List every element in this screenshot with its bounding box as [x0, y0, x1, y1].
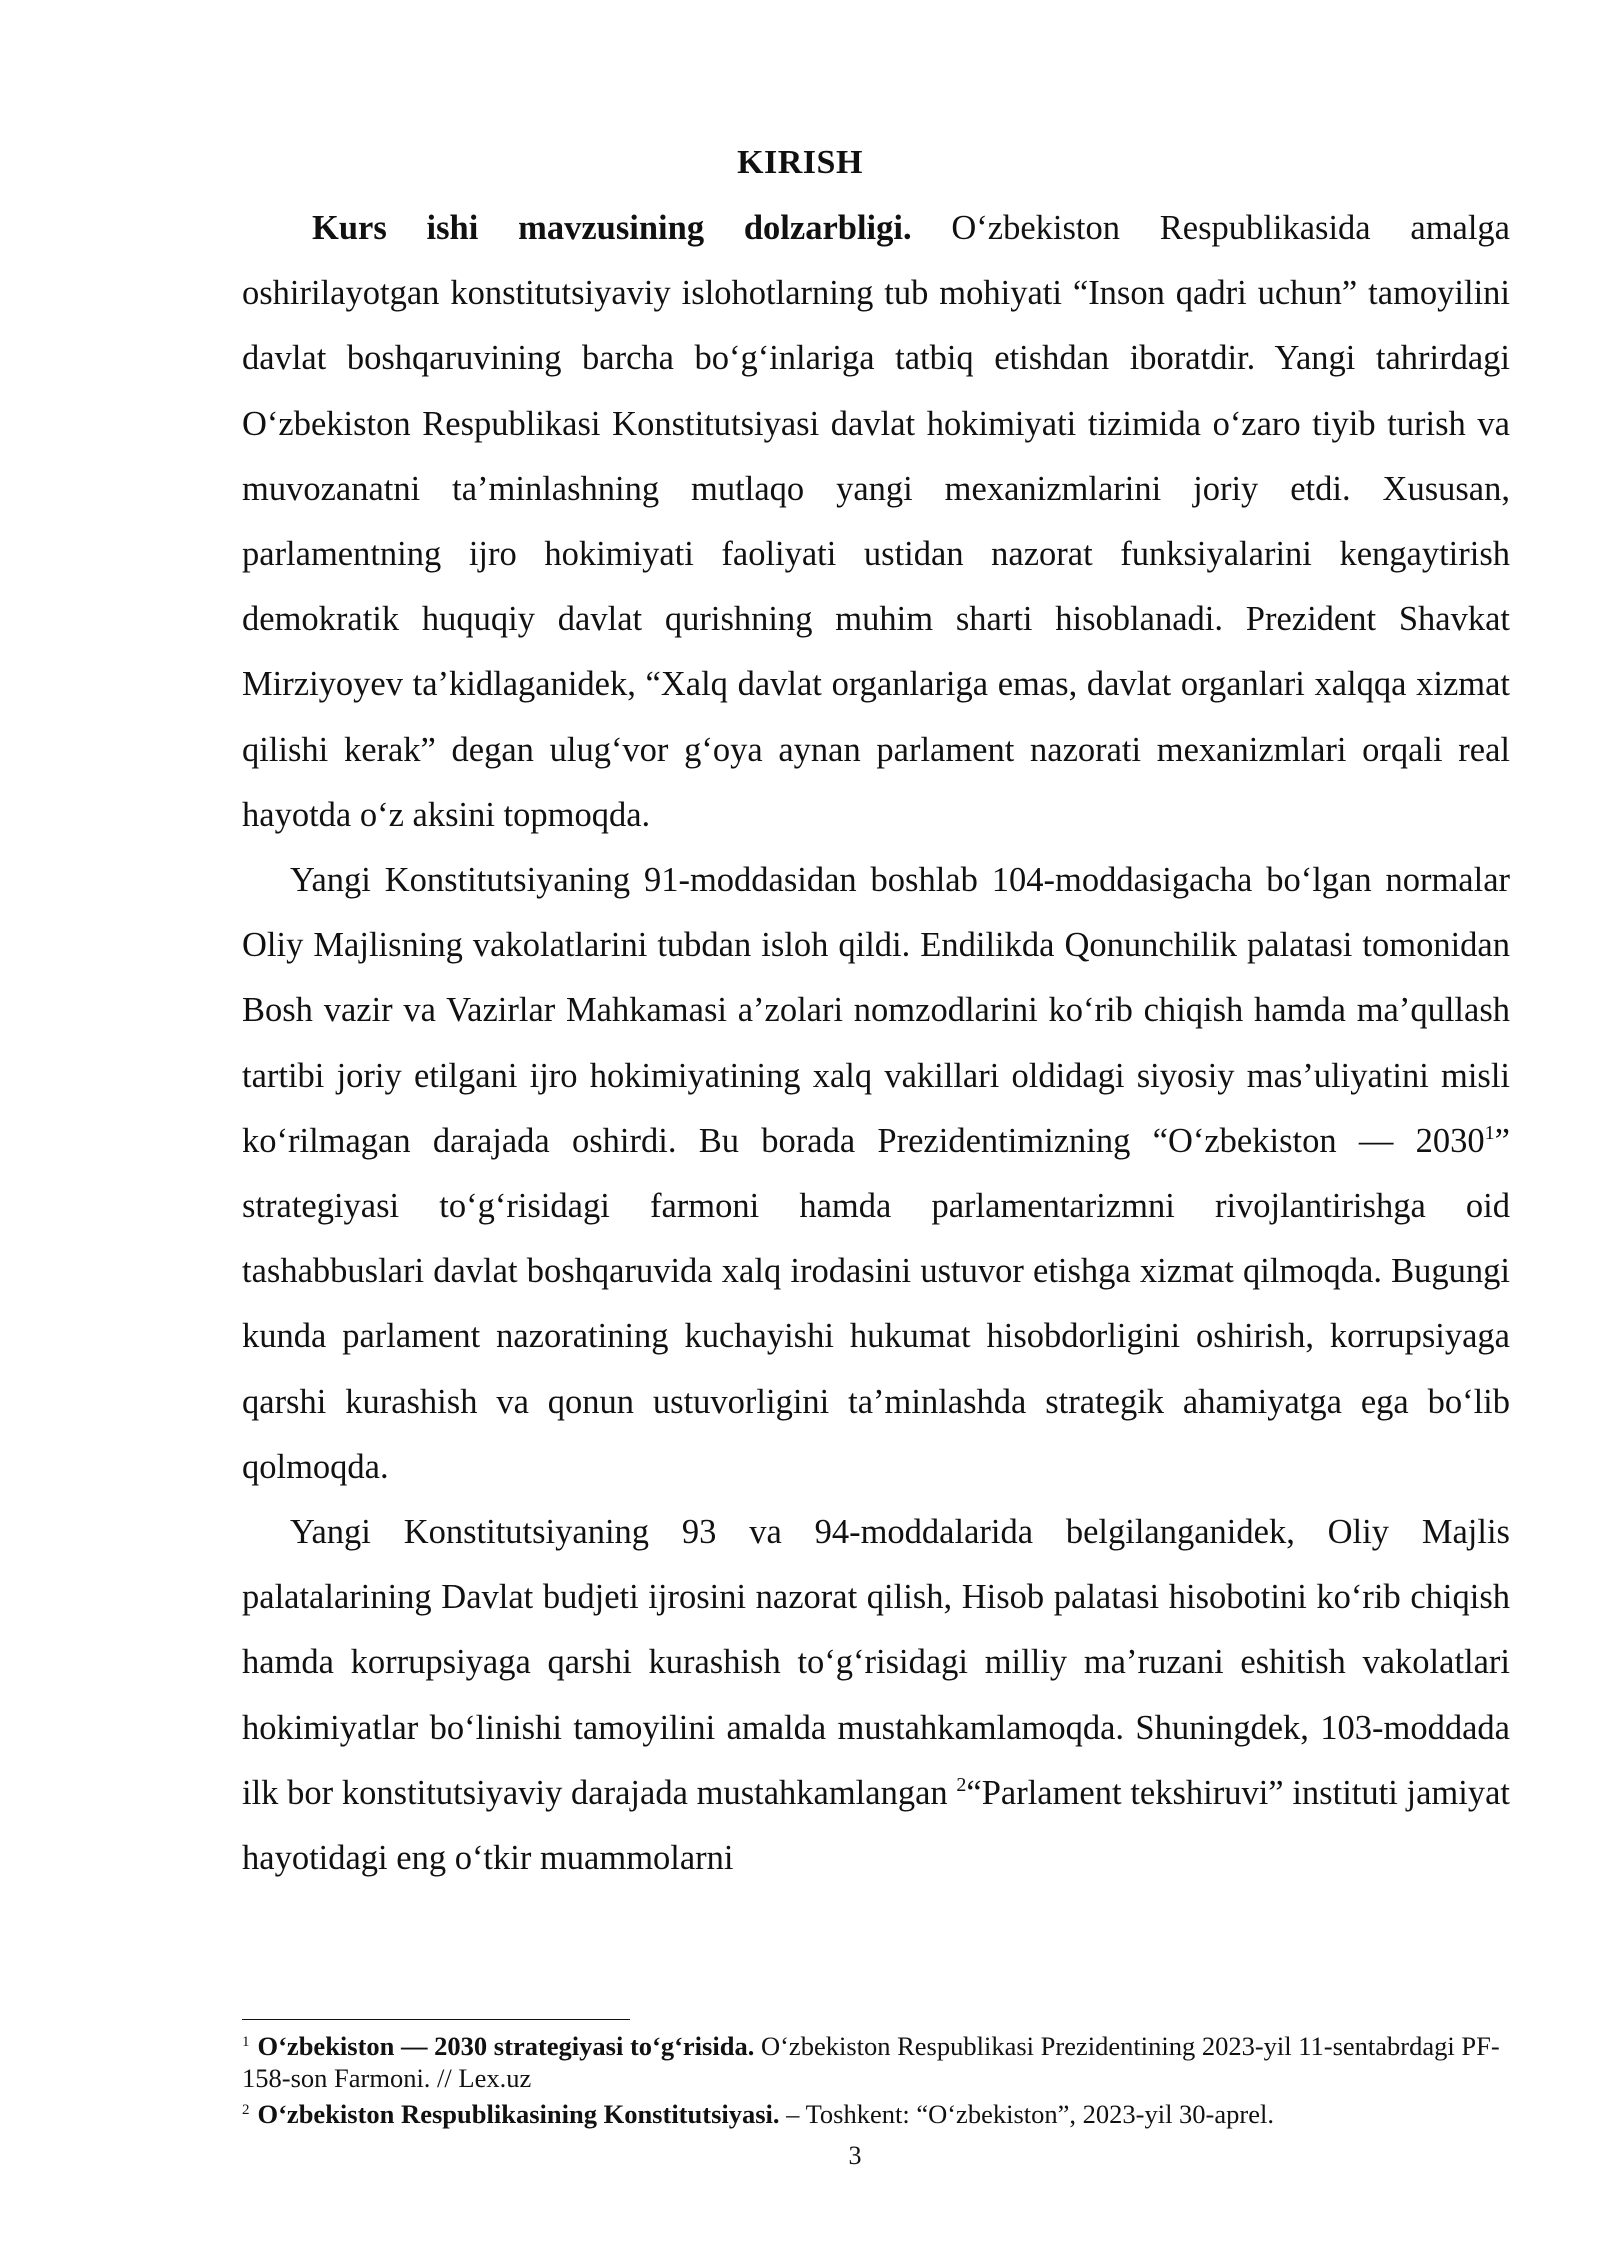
body-text: [242, 196, 1510, 1891]
paragraph-text: ” strategiyasi to‘g‘risidagi farmoni hamda parlamentarizmni rivojlantirishga oid tashabbuslari davlat boshqaruvida xalq irodasini ustuvor etishga xizmat qilmoqda. Bugungi kunda parlament nazoratining kuchayishi hukumat hisobdorligini oshirish, korrupsiyaga qarshi kurashish va qonun ustuvorligini ta’minlashda strategik ahamiyatga ega bo‘lib qolmoqda.: [242, 1121, 1510, 1486]
footnote-mark: 1: [242, 2034, 250, 2050]
footnote-1: [242, 2030, 1510, 2094]
section-title: KIRISH: [737, 144, 863, 181]
paragraph-text: Yangi Konstitutsiyaning 91-moddasidan boshlab 104-moddasigacha bo‘lgan normalar Oliy Majlisning vakolatlarini tubdan isloh qildi. Endilikda Qonunchilik palatasi tomonidan Bosh vazir va Vazirlar Mahkamasi a’zolari nomzodlarini ko‘rib chiqish hamda ma’qullash tartibi joriy etilgani ijro hokimiyatining xalq vakillari oldidagi siyosiy mas’uliyatini misli ko‘rilmagan darajada oshirdi. Bu borada Prezidentimizning “O‘zbekiston — 2030: [242, 861, 1510, 1160]
footnote-separator: [242, 2019, 630, 2020]
footnote-title: O‘zbekiston — 2030 strategiyasi to‘g‘risida.: [257, 2031, 755, 2061]
paragraph-text: “Parlament tekshiruvi” instituti jamiyat hayotidagi eng o‘tkir muammolarni: [242, 1773, 1510, 1878]
paragraph-3: [242, 1500, 1510, 1891]
footnote-2: [242, 2098, 1510, 2130]
paragraph-2: [242, 848, 1510, 1500]
footnote-ref[interactable]: 1: [1484, 1121, 1495, 1144]
footnote-ref[interactable]: 2: [956, 1773, 967, 1796]
paragraph-text: Yangi Konstitutsiyaning 93 va 94-moddalarida belgilanganidek, Oliy Majlis palatalarining Davlat budjeti ijrosini nazorat qilish, Hisob palatasi hisobotini ko‘rib chiqish hamda korrupsiyaga qarshi kurashish to‘g‘risidagi milliy ma’ruzani eshitish vakolatlari hokimiyatlar bo‘linishi tamoyilini amalda mustahkamlamoqda. Shuningdek, 103-moddada ilk bor konstitutsiyaviy darajada mustahkamlangan: [242, 1513, 1510, 1812]
paragraph-lead: Kurs ishi mavzusining dolzarbligi.: [312, 209, 912, 247]
paragraph-text: O‘zbekiston Respublikasida amalga oshirilayotgan konstitutsiyaviy islohotlarning tub mohiyati “Inson qadri uchun” tamoyilini davlat boshqaruvining barcha bo‘g‘inlariga tatbiq etishdan iboratdir. Yangi tahrirdagi O‘zbekiston Respublikasi Konstitutsiyasi davlat hokimiyati tizimida o‘zaro tiyib turish va muvozanatni ta’minlashning mutlaqo yangi mexanizmlarini joriy etdi. Xususan, parlamentning ijro hokimiyati faoliyati ustidan nazorat funksiyalarini kengaytirish demokratik huquqiy davlat qurishning muhim sharti hisoblanadi. Prezident Shavkat Mirziyoyev ta’kidlaganidek, “Xalq davlat organlariga emas, davlat organlari xalqqa xizmat qilishi kerak” degan ulug‘vor g‘oya aynan parlament nazorati mexanizmlari orqali real hayotda o‘z aksini topmoqda.: [242, 209, 1510, 834]
page-number: 3: [848, 2141, 862, 2170]
footnotes: [242, 2030, 1510, 2134]
footnote-text: O‘zbekiston Respublikasi Prezidentining 2023-yil 11-sentabrdagi PF-158-son Farmoni. // Lex.uz: [242, 2031, 1500, 2093]
footnote-title: O‘zbekiston Respublikasining Konstitutsiyasi.: [257, 2099, 780, 2129]
paragraph-1: [242, 196, 1510, 848]
footnote-text: – Toshkent: “O‘zbekiston”, 2023-yil 30-aprel.: [779, 2099, 1274, 2129]
footnote-mark: 2: [242, 2102, 250, 2118]
